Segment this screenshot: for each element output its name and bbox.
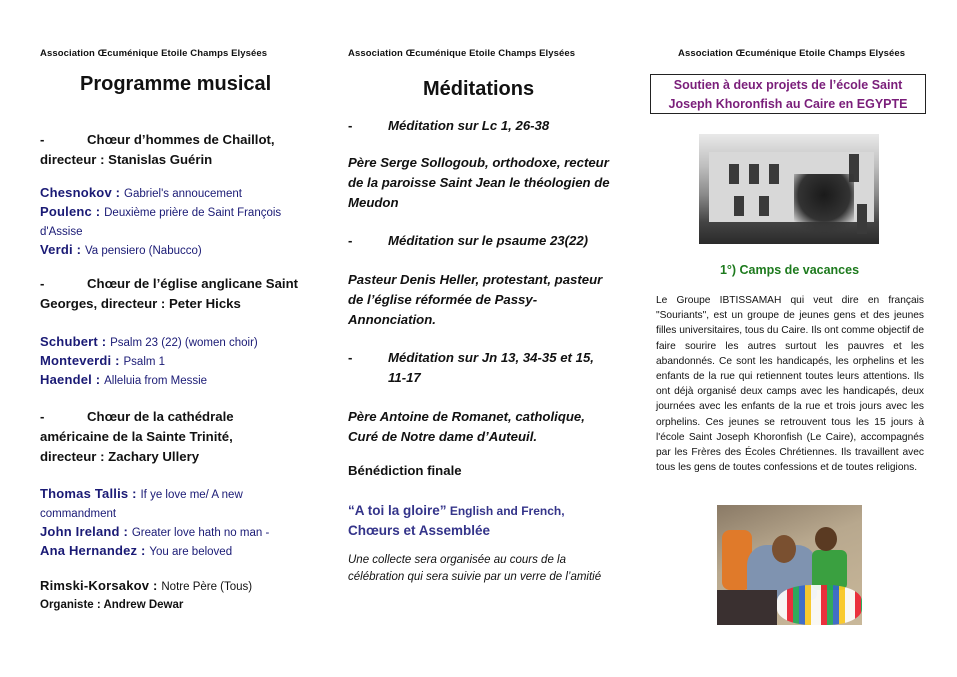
- composer: Poulenc: [40, 204, 92, 219]
- meditation-ref: [348, 231, 628, 251]
- work-title: You are beloved: [149, 546, 233, 558]
- choir-name-line2: américaine de la Sainte Trinité,: [40, 429, 233, 444]
- piece-item: [40, 371, 310, 390]
- work-title: If ye love me/ A new commandment: [40, 489, 243, 520]
- meditations-column: [348, 0, 628, 677]
- composer: Schubert: [40, 334, 98, 349]
- meditation-reference: Méditation sur le psaume 23(22): [388, 233, 589, 248]
- meditation-speaker: Père Antoine de Romanet, catholique, Curé de Notre dame d’Auteuil.: [348, 409, 585, 444]
- dash: -: [348, 118, 353, 133]
- separator: :: [91, 372, 105, 387]
- composer: Monteverdi: [40, 353, 112, 368]
- window: [769, 164, 779, 184]
- choir-heading: [40, 407, 310, 467]
- composer: Rimski-Korsakov: [40, 578, 150, 593]
- piece-item: [40, 352, 310, 371]
- piece-item: [40, 184, 310, 203]
- separator: :: [97, 334, 111, 349]
- piece-item: [40, 241, 310, 260]
- window: [729, 164, 739, 184]
- palm-tree: [794, 174, 854, 244]
- work-title: Deuxième prière de Saint François d'Assise: [40, 207, 282, 238]
- dash: -: [348, 350, 353, 365]
- work-title: Greater love hath no man -: [131, 527, 270, 539]
- benediction: Bénédiction finale: [348, 463, 462, 478]
- collecte-note: Une collecte sera organisée au cours de la célébration qui sera suivie par un verre de l’amitié: [348, 554, 602, 583]
- meditation-reference: Méditation sur Lc 1, 26-38: [388, 118, 550, 133]
- final-piece: [40, 577, 310, 614]
- work-title: Notre Père (Tous): [161, 581, 253, 593]
- man-head: [772, 535, 796, 563]
- school-building-photo: [699, 134, 879, 244]
- support-title-line2: Joseph Khoronfish au Caire en EGYPTE: [668, 97, 908, 111]
- hymn-performers: Chœurs et Assemblée: [348, 523, 491, 538]
- meditation-ref: [348, 116, 628, 136]
- composer: Verdi: [40, 242, 73, 257]
- work-title: Psalm 1: [123, 356, 166, 368]
- meditation-speaker: Pasteur Denis Heller, protestant, pasteur de l’église réformée de Passy-Annonciation.: [348, 272, 603, 327]
- meditations-title: Méditations: [423, 78, 535, 100]
- hymn: [348, 501, 628, 541]
- choir-director: Georges, directeur : Peter Hicks: [40, 296, 241, 311]
- choir-name: Chœur d’hommes de Chaillot,: [87, 132, 275, 147]
- separator: :: [137, 543, 150, 558]
- piece-item: [40, 485, 310, 523]
- child: [812, 550, 847, 590]
- work-title: Alleluia from Messie: [104, 375, 208, 387]
- choir-name: Chœur de la cathédrale: [87, 409, 234, 424]
- piece-item: [40, 333, 310, 352]
- separator: :: [91, 204, 105, 219]
- separator: :: [149, 578, 162, 593]
- piece-list: [40, 333, 310, 390]
- composer: John Ireland: [40, 524, 120, 539]
- programme-column: [40, 0, 310, 677]
- meditation-reference: Méditation sur Jn 13, 34-35 et 15,: [388, 350, 594, 365]
- work-title: Psalm 23 (22) (women choir): [110, 337, 258, 349]
- window: [857, 204, 867, 234]
- choir-director: directeur : Stanislas Guérin: [40, 152, 213, 167]
- meditation-speaker: Père Serge Sollogoub, orthodoxe, recteur de la paroisse Saint Jean le théologien de Meudon: [348, 155, 610, 210]
- composer: Haendel: [40, 372, 92, 387]
- separator: :: [119, 524, 132, 539]
- piece-list: [40, 485, 310, 561]
- support-column: [648, 0, 931, 677]
- window: [759, 196, 769, 216]
- work-title: Va pensiero (Nabucco): [84, 245, 202, 257]
- separator: :: [111, 353, 124, 368]
- description-paragraph: Le Groupe IBTISSAMAH qui veut dire en français "Souriants", est un groupe de jeunes gens et des jeunes filles universitaires, tous du Caire. Ils ont comme objectif de faire sourire les autres surtout les pauvres et les abandonnés. Ce sont les handicapés, les orphelins et les enfants de la rue qui retiennent toutes leurs attentions. Ils ont déjà organisé deux camps avec les handicapés, deux journées avec les enfants de la rue et trois jours avec les orphelins. Ces jeunes se retrouvent tous les 15 jours à l'école Saint Joseph Khoronfish (Le Caire), accompagnés par les Frères des Écoles Chrétiennes. Ils travaillent avec tous les gens de toutes confessions et de toutes religions.: [656, 295, 924, 474]
- choir-heading: [40, 130, 310, 170]
- piece-item: [40, 203, 310, 241]
- support-title-box: [650, 74, 926, 114]
- association-header: Association Œcuménique Etoile Champs Elysées: [40, 48, 268, 59]
- children-camp-photo: [717, 505, 862, 625]
- dash: -: [40, 409, 45, 424]
- dash: -: [348, 233, 353, 248]
- choir-heading: [40, 274, 310, 314]
- shadow: [717, 590, 777, 625]
- separator: :: [72, 242, 85, 257]
- swim-ring: [777, 585, 862, 625]
- choir-name: Chœur de l’église anglicane Saint: [87, 276, 299, 291]
- piece-list: [40, 184, 310, 260]
- piece-item: [40, 542, 310, 561]
- separator: :: [111, 185, 125, 200]
- support-title-line1: Soutien à deux projets de l’école Saint: [673, 78, 903, 92]
- programme-title: Programme musical: [80, 73, 272, 95]
- hymn-language: English and French,: [446, 504, 565, 518]
- window: [734, 196, 744, 216]
- association-header: Association Œcuménique Etoile Champs Elysées: [678, 48, 906, 59]
- composer: Chesnokov: [40, 185, 112, 200]
- section-title: 1°) Camps de vacances: [719, 263, 860, 277]
- child-head: [815, 527, 837, 551]
- dash: -: [40, 132, 45, 147]
- organist: Organiste : Andrew Dewar: [40, 599, 184, 611]
- dash: -: [40, 276, 45, 291]
- separator: :: [128, 486, 141, 501]
- hymn-title: “A toi la gloire”: [348, 503, 447, 518]
- window: [749, 164, 759, 184]
- meditation-ref: [348, 348, 628, 388]
- composer: Ana Hernandez: [40, 543, 138, 558]
- meditation-reference-cont: 11-17: [388, 370, 421, 385]
- piece-item: [40, 577, 310, 596]
- association-header: Association Œcuménique Etoile Champs Elysées: [348, 48, 576, 59]
- work-title: Gabriel's annoucement: [124, 188, 242, 200]
- choir-director: directeur : Zachary Ullery: [40, 449, 200, 464]
- piece-item: [40, 523, 310, 542]
- composer: Thomas Tallis: [40, 486, 129, 501]
